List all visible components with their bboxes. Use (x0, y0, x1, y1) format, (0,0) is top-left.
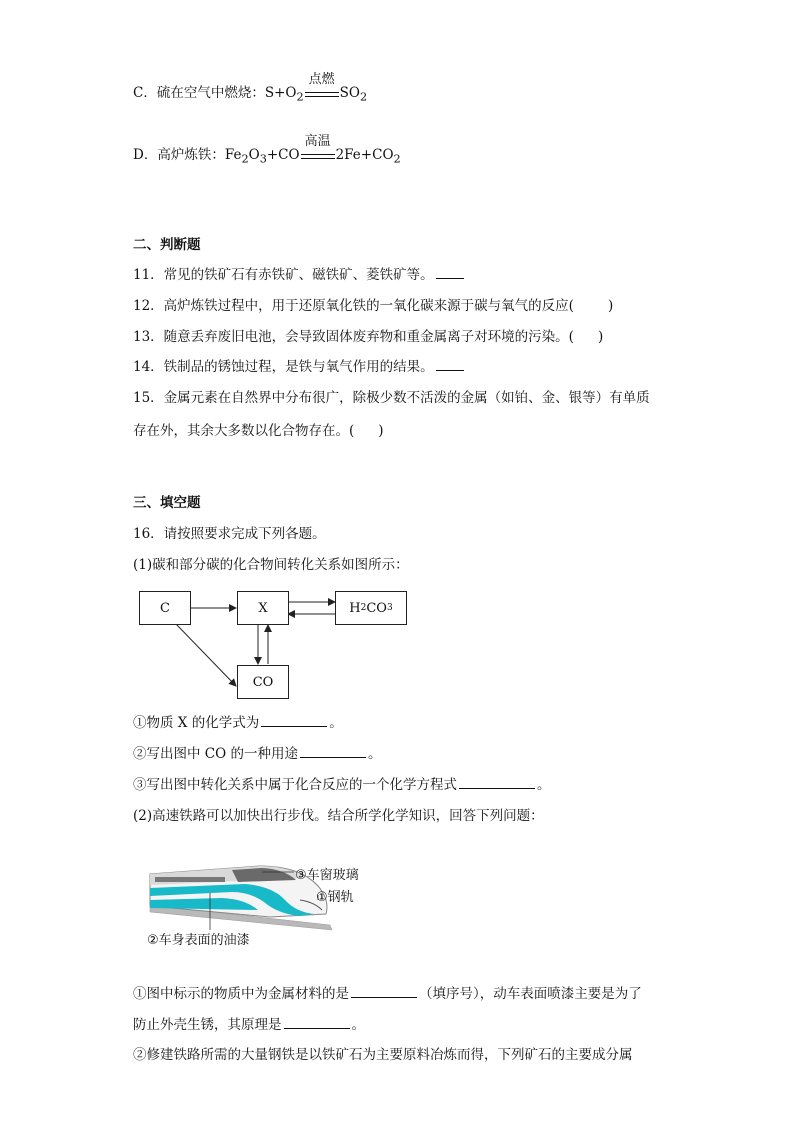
formula-part: CO (366, 600, 387, 616)
question-text: ①物质 X 的化学式为 (133, 715, 260, 731)
question-text: 13．随意丢弃废旧电池，会导致固体废弃物和重金属离子对环境的污染。( (133, 329, 574, 345)
label-body-paint: ②车身表面的油漆 (147, 933, 250, 948)
section-title-fill: 三、填空题 (133, 495, 201, 511)
answer-blank[interactable] (284, 1016, 350, 1029)
paren-close: ) (607, 298, 614, 314)
option-d-o: O (248, 147, 260, 163)
box-label: CO (252, 674, 274, 690)
option-c-product: SO (339, 85, 360, 101)
question-text: 存在外，其余大多数以化合物存在。( (133, 423, 355, 439)
option-c-sub1: 2 (296, 90, 304, 104)
box-label: C (160, 600, 170, 616)
condition-text: 高温 (304, 133, 331, 149)
question-16: 16．请按照要求完成下列各题。 (133, 526, 326, 542)
part-2-intro: (2)高速铁路可以加快出行步伐。结合所学化学知识，回答下列问题： (133, 808, 544, 824)
option-d-sub: 2 (393, 152, 401, 166)
paren-close: ) (378, 423, 384, 439)
option-c-sub2: 2 (359, 90, 368, 104)
formula-part: H (349, 600, 361, 616)
answer-line-1 (133, 985, 642, 1003)
question-text: 14．铁制品的锈蚀过程，是铁与氧气作用的结果。 (133, 359, 434, 375)
question-text: 防止外壳生锈，其原理是 (133, 1017, 282, 1033)
option-d-sub: 2 (241, 152, 249, 166)
option-d-product: 2Fe+CO (335, 147, 394, 163)
punct: 。 (537, 777, 551, 793)
question-text: （填序号），动车表面喷漆主要是为了 (419, 986, 642, 1002)
option-d-mid: +CO (266, 147, 300, 163)
label-steel-rail: ①钢轨 (316, 890, 354, 905)
formula-sub: 2 (360, 603, 367, 613)
option-c-prefix: C．硫在空气中燃烧：S+O (133, 85, 297, 101)
question-text: 15．金属元素在自然界中分布很广，除极少数不活泼的金属（如铂、金、银等）有单质 (133, 390, 650, 406)
answer-blank[interactable] (351, 985, 417, 998)
label-window-glass: ③车窗玻璃 (295, 868, 359, 883)
question-text: 12．高炉炼铁过程中，用于还原氧化铁的一氧化碳来源于碳与氧气的反应( (133, 298, 574, 314)
question-text: ②写出图中 CO 的一种用途 (133, 746, 298, 762)
answer-line-3: ②修建铁路所需的大量钢铁是以铁矿石为主要原料冶炼而得，下列矿石的主要成分属 (133, 1047, 633, 1063)
option-d-sub: 3 (259, 152, 267, 166)
formula-sub: 3 (386, 603, 393, 613)
box-label: X (258, 600, 268, 616)
punct: 。 (351, 1017, 365, 1033)
paren-close: ) (597, 329, 604, 345)
condition-text: 点燃 (308, 71, 335, 87)
question-text: ①图中标示的物质中为金属材料的是 (133, 986, 349, 1002)
answer-line-2 (133, 1016, 365, 1034)
option-d-prefix: D．高炉炼铁：Fe (133, 147, 242, 163)
section-title-judgement: 二、判断题 (133, 237, 201, 253)
part-1-intro: (1)碳和部分碳的化合物间转化关系如图所示： (133, 557, 409, 573)
question-text: ③写出图中转化关系中属于化合反应的一个化学方程式 (133, 777, 457, 793)
punct: 。 (329, 715, 343, 731)
punct: 。 (367, 746, 382, 762)
question-text: 11．常见的铁矿石有赤铁矿、磁铁矿、菱铁矿等。 (133, 267, 434, 283)
